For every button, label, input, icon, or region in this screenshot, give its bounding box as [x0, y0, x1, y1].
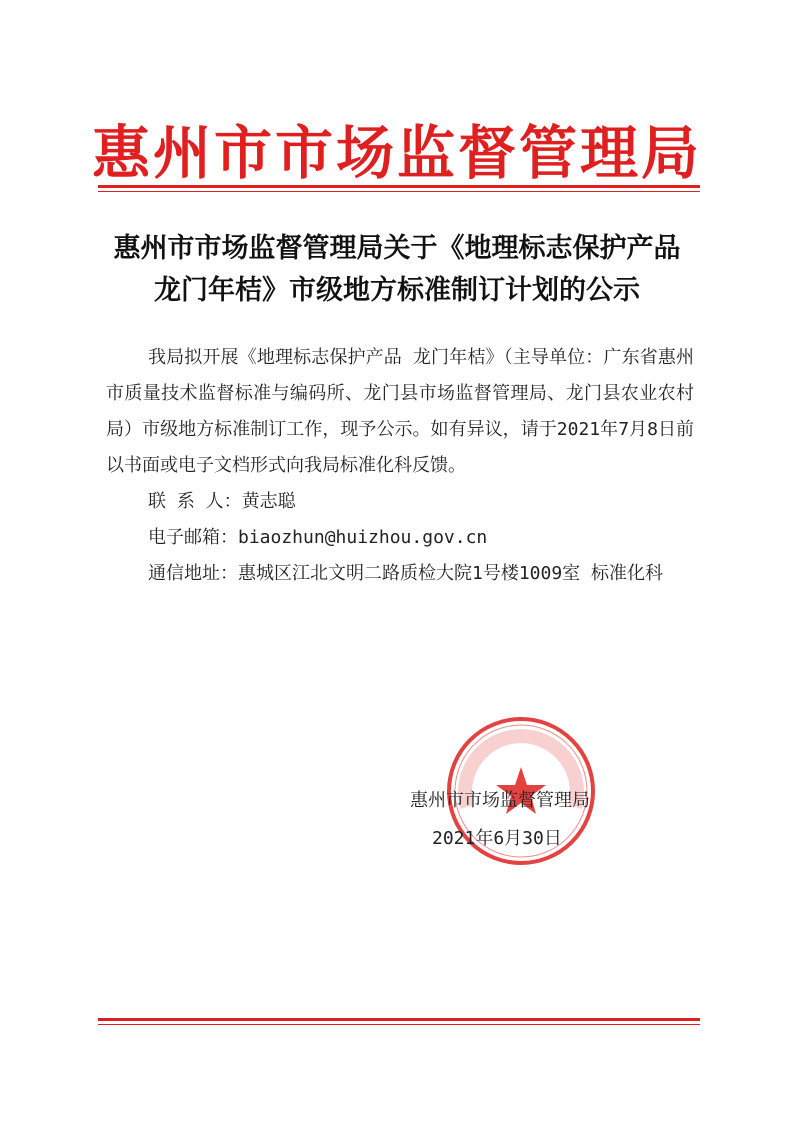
- signature-date: 2021年6月30日: [432, 828, 562, 849]
- document-title: [60, 228, 734, 312]
- header-divider-thick: [98, 185, 700, 188]
- org-header: 惠州市市场监督管理局: [91, 119, 702, 187]
- document-title-line-2: 龙门年桔》市级地方标准制订计划的公示: [154, 275, 640, 306]
- contact-email: 电子邮箱：biaozhun@huizhou.gov.cn: [148, 527, 488, 548]
- header-divider-thin: [98, 191, 700, 192]
- contact-person: 联 系 人：黄志聪: [148, 491, 296, 512]
- footer-divider-thick: [98, 1018, 700, 1021]
- document-body: [106, 340, 694, 592]
- announcement-paragraph: 我局拟开展《地理标志保护产品 龙门年桔》（主导单位：广东省惠州市质量技术监督标准与编码所、龙门县市场监督管理局、龙门县农业农村局）市级地方标准制订工作，现予公示。如有异议，请于2021年7月8日前以书面或电子文档形式向我局标准化科反馈。: [106, 347, 694, 476]
- contact-address: 通信地址：惠城区江北文明二路质检大院1号楼1009室 标准化科: [148, 563, 664, 584]
- signature-block: [410, 782, 690, 858]
- document-title-line-1: 惠州市市场监督管理局关于《地理标志保护产品: [113, 233, 681, 264]
- footer-divider-thin: [98, 1024, 700, 1025]
- signature-org: 惠州市市场监督管理局: [410, 790, 590, 811]
